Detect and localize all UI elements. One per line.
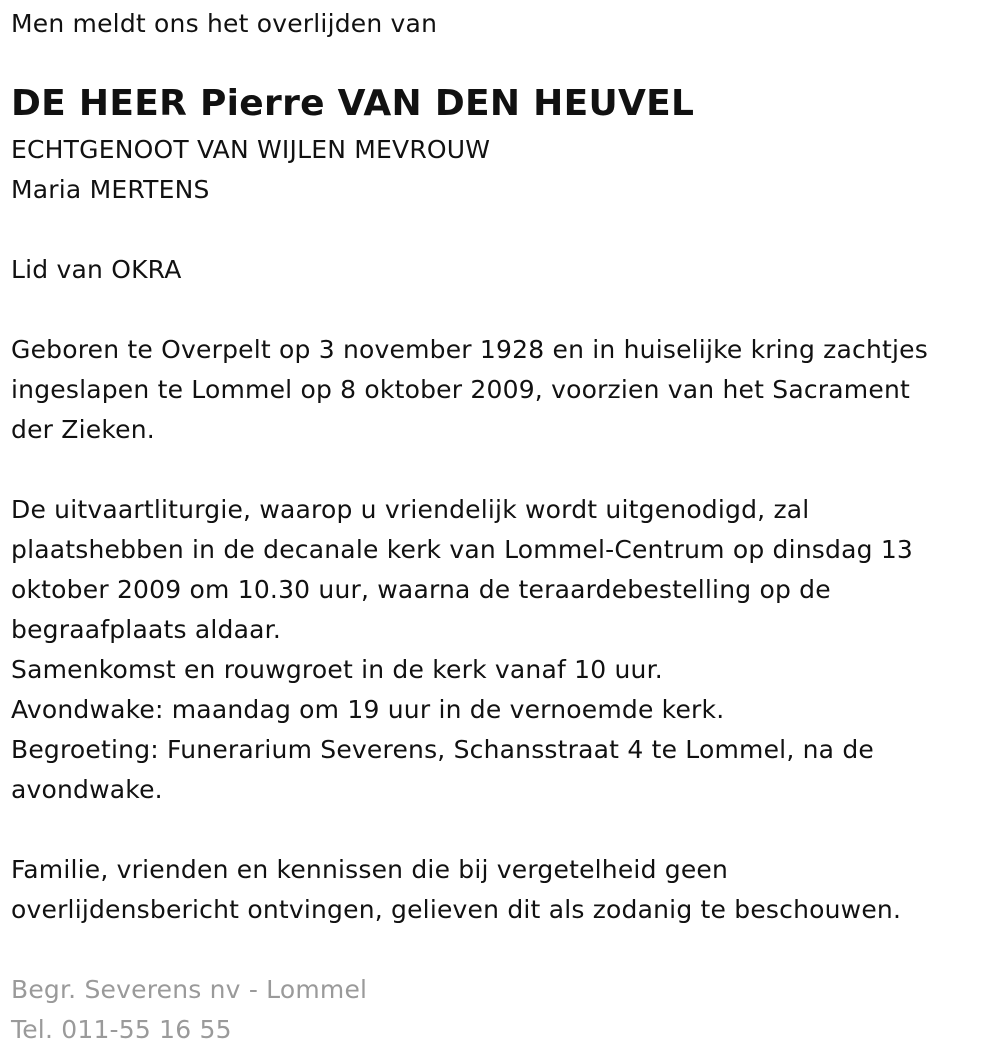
funeral-home-footer <box>11 970 991 1050</box>
obituary-notice <box>11 0 991 1050</box>
spacer <box>11 210 991 250</box>
spacer <box>11 290 991 330</box>
spouse-line-1: ECHTGENOOT VAN WIJLEN MEVROUW <box>11 135 491 164</box>
notice-paragraph <box>11 850 991 930</box>
birth-paragraph <box>11 330 991 450</box>
spacer <box>11 810 991 850</box>
intro-text: Men meldt ons het overlijden van <box>11 9 438 38</box>
funeral-paragraph <box>11 490 991 810</box>
paragraph-line: avondwake. <box>11 775 163 804</box>
deceased-name: DE HEER Pierre VAN DEN HEUVEL <box>11 83 695 124</box>
paragraph-line: Begroeting: Funerarium Severens, Schansstraat 4 te Lommel, na de <box>11 735 874 764</box>
funeral-home-name: Begr. Severens nv - Lommel <box>11 975 368 1004</box>
paragraph-line: Familie, vrienden en kennissen die bij vergetelheid geen <box>11 855 729 884</box>
spouse-line-2: Maria MERTENS <box>11 175 210 204</box>
paragraph-line: oktober 2009 om 10.30 uur, waarna de teraardebestelling op de <box>11 575 831 604</box>
paragraph-line: De uitvaartliturgie, waarop u vriendelijk wordt uitgenodigd, zal <box>11 495 810 524</box>
paragraph-line: ingeslapen te Lommel op 8 oktober 2009, voorzien van het Sacrament <box>11 375 910 404</box>
funeral-home-phone: Tel. 011-55 16 55 <box>11 1015 232 1044</box>
membership-text: Lid van OKRA <box>11 255 182 284</box>
paragraph-line: begraafplaats aldaar. <box>11 615 281 644</box>
paragraph-line: overlijdensbericht ontvingen, gelieven dit als zodanig te beschouwen. <box>11 895 902 924</box>
paragraph-line: der Zieken. <box>11 415 155 444</box>
spacer <box>11 450 991 490</box>
paragraph-line: plaatshebben in de decanale kerk van Lommel-Centrum op dinsdag 13 <box>11 535 914 564</box>
paragraph-line: Samenkomst en rouwgroet in de kerk vanaf 10 uur. <box>11 655 663 684</box>
paragraph-line: Avondwake: maandag om 19 uur in de vernoemde kerk. <box>11 695 725 724</box>
paragraph-line: Geboren te Overpelt op 3 november 1928 en in huiselijke kring zachtjes <box>11 335 928 364</box>
spacer <box>11 930 991 970</box>
